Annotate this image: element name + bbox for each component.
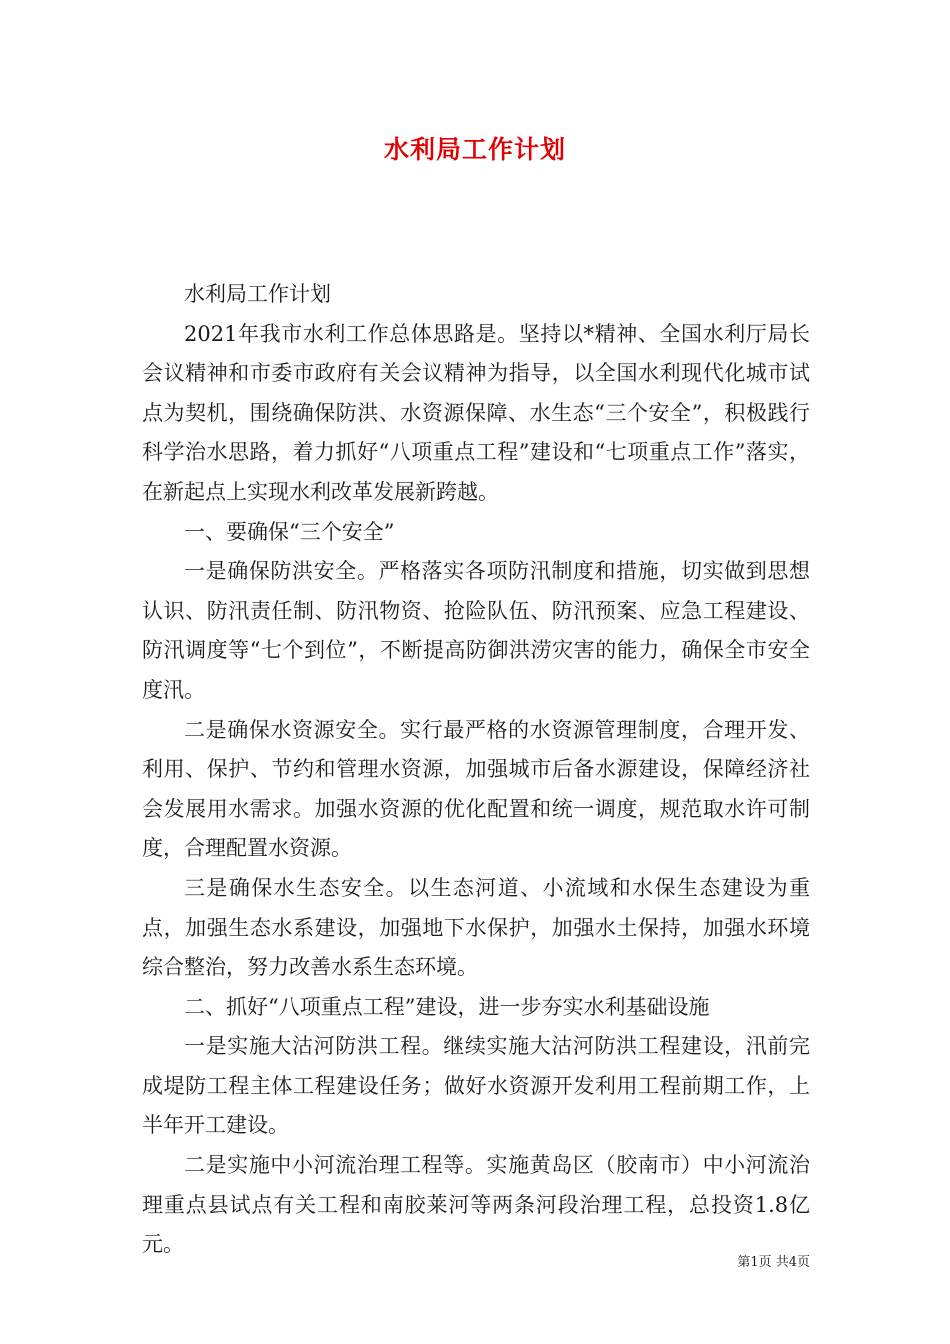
paragraph-heading: 水利局工作计划 xyxy=(184,282,331,306)
paragraph-overview: 2021年我市水利工作总体思路是。坚持以*精神、全国水利厅局长会议精神和市委市政府有关会议精神为指导，以全国水利现代化城市试点为契机，围绕确保防洪、水资源保障、水生态“三个安全”，积极践行科学治水思路，着力抓好“八项重点工程”建设和“七项重点工作”落实，在新起点上实现水利改革发展新跨越。 xyxy=(142,321,810,504)
document-title: 水利局工作计划 xyxy=(383,135,566,164)
paragraph-dagu-river-project: 一是实施大沽河防洪工程。继续实施大沽河防洪工程建设，汛前完成堤防工程主体工程建设任务；做好水资源开发利用工程前期工作，上半年开工建设。 xyxy=(142,1034,810,1138)
paragraph-water-ecology-safety: 三是确保水生态安全。以生态河道、小流域和水保生态建设为重点，加强生态水系建设，加强地下水保护，加强水土保持，加强水环境综合整治，努力改善水系生态环境。 xyxy=(142,875,810,980)
section-heading-2: 二、抓好“八项重点工程”建设，进一步夯实水利基础设施 xyxy=(184,994,710,1019)
page-number-footer: 第1页 共4页 xyxy=(737,1255,810,1270)
paragraph-flood-safety: 一是确保防洪安全。严格落实各项防汛制度和措施，切实做到思想认识、防汛责任制、防汛物资、抢险队伍、防汛预案、应急工程建设、防汛调度等“七个到位”，不断提高防御洪涝灾害的能力，确保全市安全度汛。 xyxy=(142,559,810,702)
paragraph-small-river-project: 二是实施中小河流治理工程等。实施黄岛区（胶南市）中小河流治理重点县试点有关工程和南胶莱河等两条河段治理工程，总投资1.8亿元。 xyxy=(142,1153,810,1257)
section-heading-1: 一、要确保“三个安全” xyxy=(184,519,395,544)
document-body xyxy=(142,275,810,1265)
paragraph-water-resource-safety: 二是确保水资源安全。实行最严格的水资源管理制度，合理开发、利用、保护、节约和管理水资源，加强城市后备水源建设，保障经济社会发展用水需求。加强水资源的优化配置和统一调度，规范取水许可制度，合理配置水资源。 xyxy=(142,717,810,861)
